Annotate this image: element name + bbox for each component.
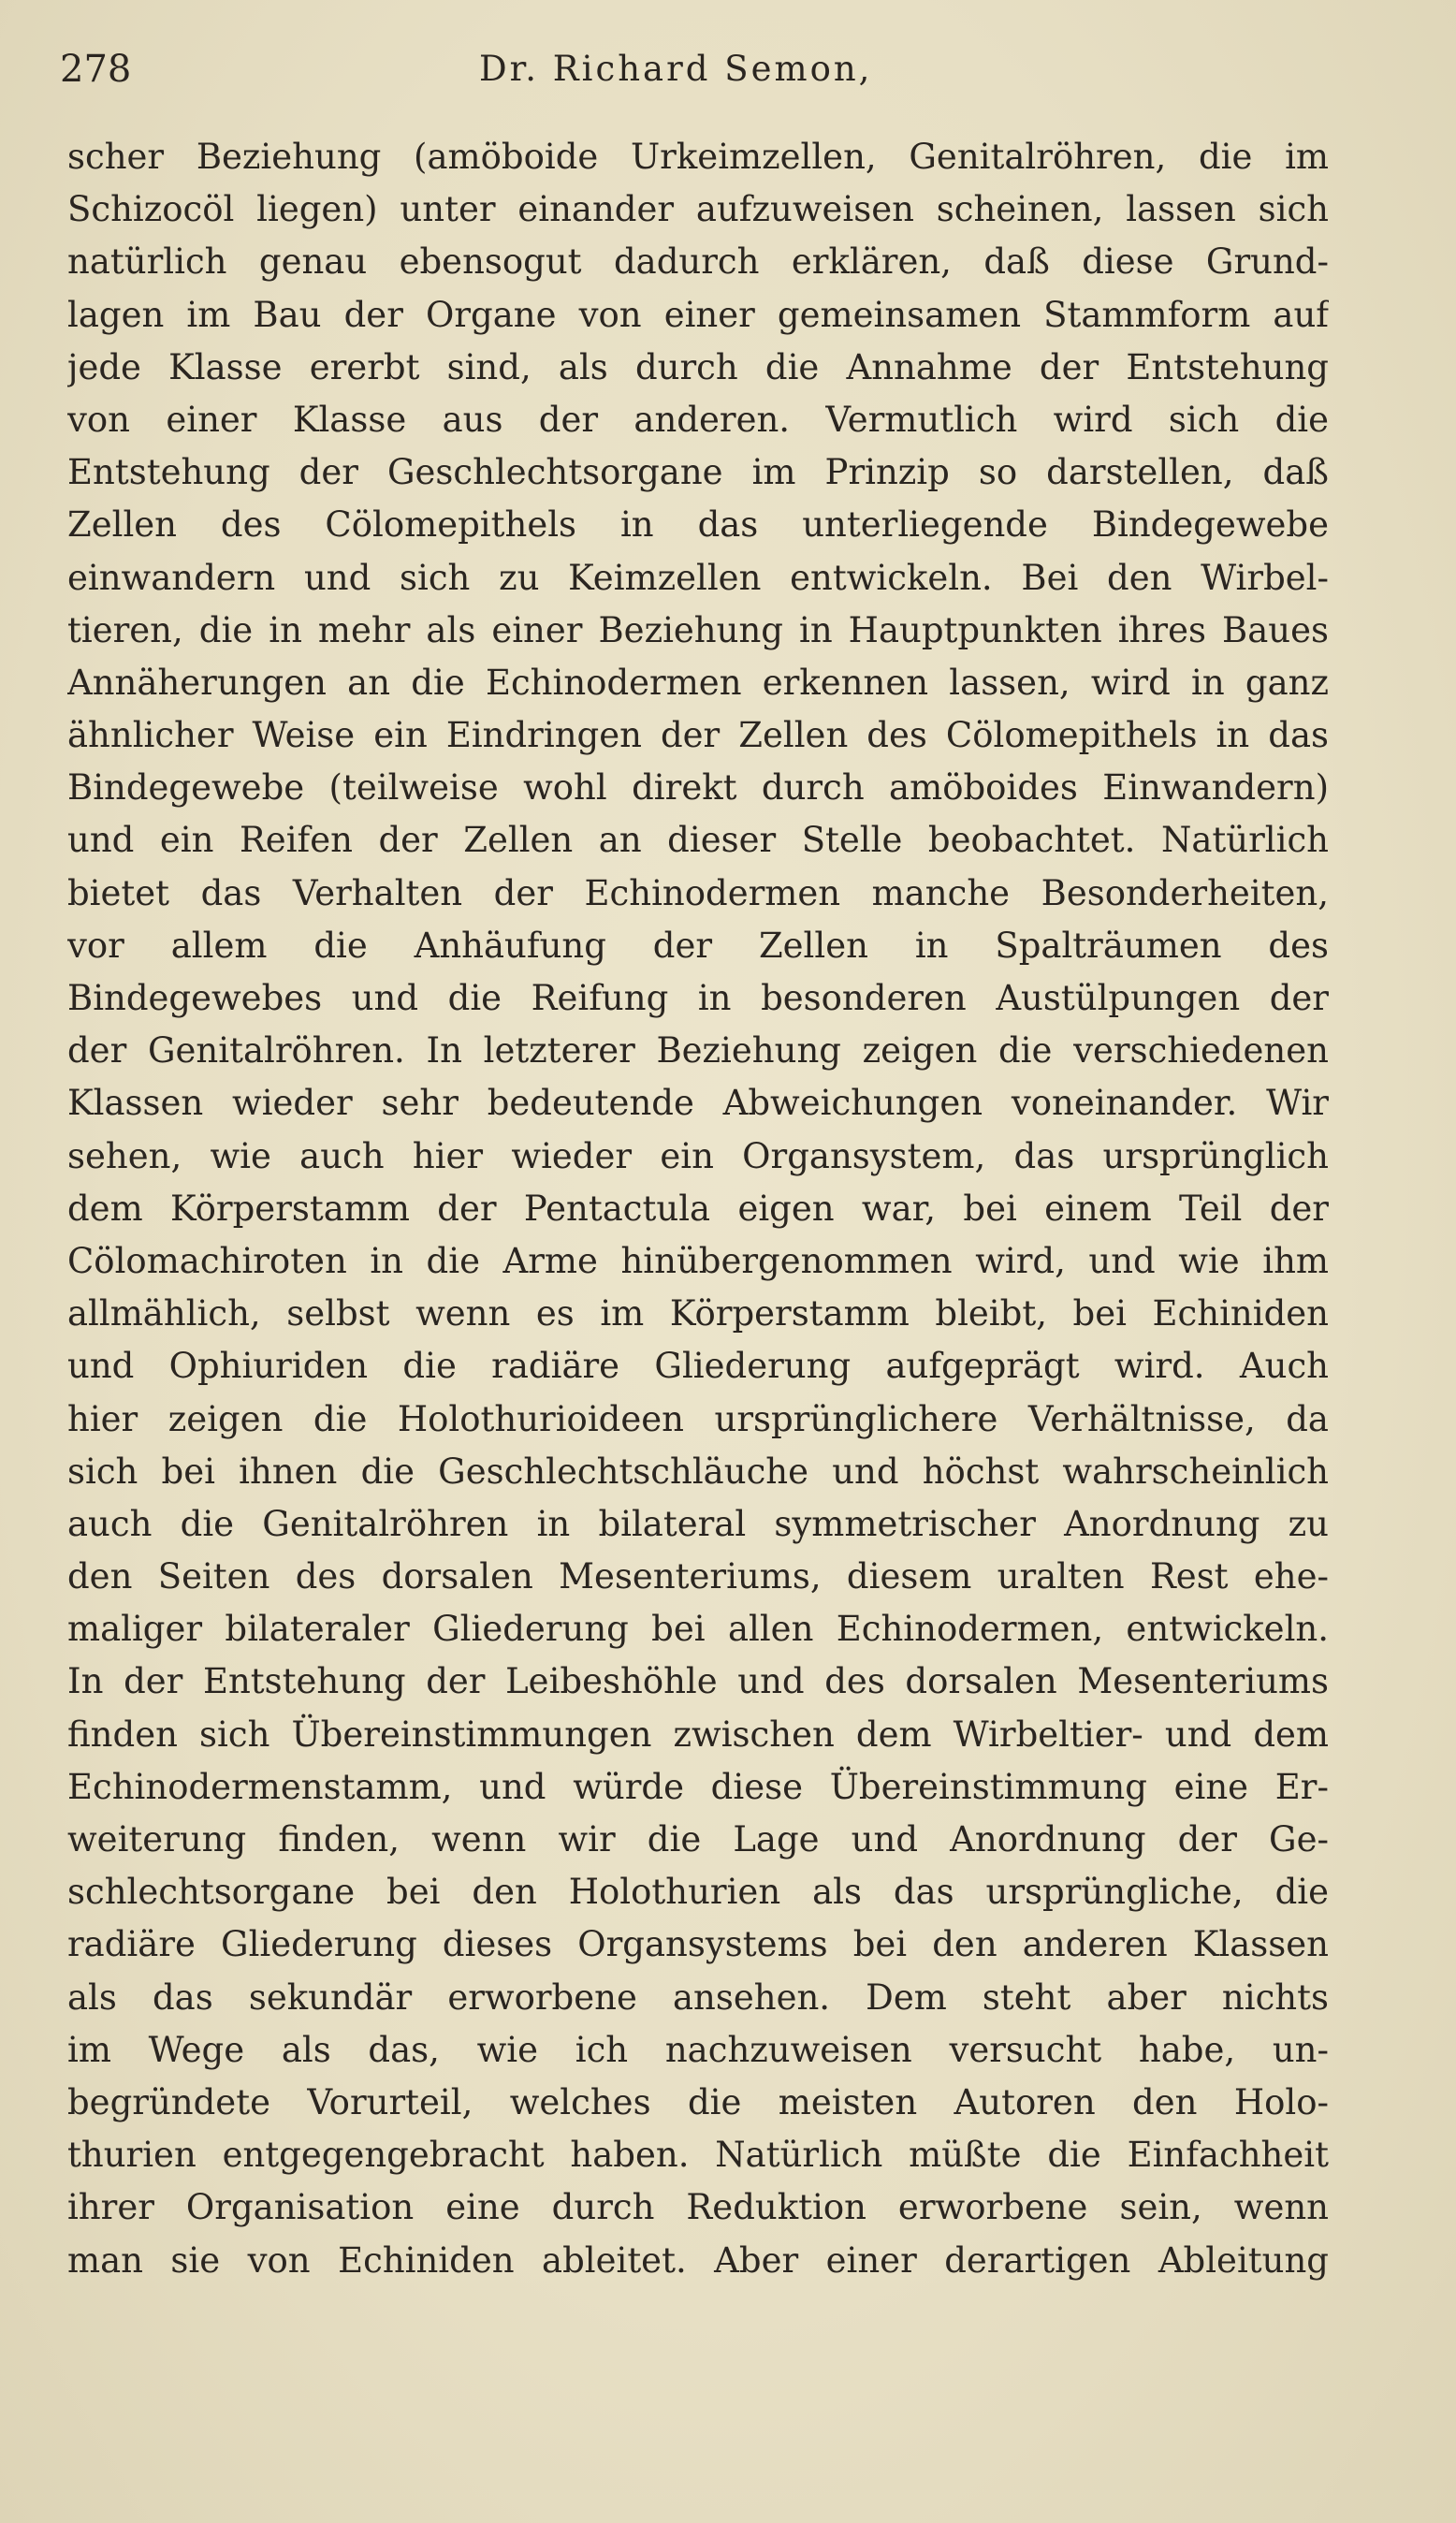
text-line: man sie von Echiniden ableitet. Aber einer derartigen Ableitung [67,2239,1329,2281]
text-line: als das sekundär erworbene ansehen. Dem steht aber nichts [67,1976,1329,2018]
text-line: schlechtsorgane bei den Holothurien als das ursprüngliche, die [67,1872,1329,1913]
page-number: 278 [60,48,132,91]
text-line: weiterung finden, wenn wir die Lage und Anordnung der Ge- [67,1819,1329,1859]
text-line: den Seiten des dorsalen Mesenteriums, diesem uralten Rest ehe- [67,1556,1329,1597]
text-line: Bindegewebes und die Reifung in besonderen Austülpungen der [67,978,1329,1018]
text-line: scher Beziehung (amöboide Urkeimzellen, Genitalröhren, die im [67,137,1329,177]
text-line: natürlich genau ebensogut dadurch erklären, daß diese Grund- [67,241,1329,283]
text-line: tieren, die in mehr als einer Beziehung in Hauptpunkten ihres Baues [67,609,1329,650]
body-text [67,131,1329,2287]
running-title: Dr. Richard Semon, [479,49,873,89]
text-line: Entstehung der Geschlechtsorgane im Prinzip so darstellen, daß [67,452,1329,493]
text-line: im Wege als das, wie ich nachzuweisen versucht habe, un- [67,2029,1329,2070]
text-line: Bindegewebe (teilweise wohl direkt durch amöboides Einwandern) [67,767,1329,809]
text-line: maliger bilateraler Gliederung bei allen Echinodermen, entwickeln. [67,1609,1329,1650]
text-line: sich bei ihnen die Geschlechtschläuche und höchst wahrscheinlich [67,1451,1329,1492]
text-line: hier zeigen die Holothurioideen ursprünglichere Verhältnisse, da [67,1398,1329,1439]
text-line: sehen, wie auch hier wieder ein Organsystem, das ursprünglich [67,1135,1329,1176]
text-line: radiäre Gliederung dieses Organsystems bei den anderen Klassen [67,1924,1329,1965]
text-line: auch die Genitalröhren in bilateral symmetrischer Anordnung zu [67,1503,1329,1544]
text-line: Echinodermenstamm, und würde diese Übereinstimmung eine Er- [67,1766,1329,1807]
text-line: bietet das Verhalten der Echinodermen manche Besonderheiten, [67,872,1329,913]
text-line: thurien entgegengebracht haben. Natürlich müßte die Einfachheit [67,2135,1329,2176]
text-line: lagen im Bau der Organe von einer gemeinsamen Stammform auf [67,294,1329,335]
text-line: von einer Klasse aus der anderen. Vermutlich wird sich die [67,399,1329,440]
text-line: In der Entstehung der Leibeshöhle und des dorsalen Mesenteriums [67,1661,1329,1702]
text-line: ähnlicher Weise ein Eindringen der Zellen des Cölomepithels in das [67,715,1329,756]
text-line: finden sich Übereinstimmungen zwischen dem Wirbeltier- und dem [67,1714,1329,1755]
text-line: Klassen wieder sehr bedeutende Abweichungen voneinander. Wir [67,1083,1329,1124]
text-line: ihrer Organisation eine durch Reduktion erworbene sein, wenn [67,2187,1329,2228]
text-line: und Ophiuriden die radiäre Gliederung aufgeprägt wird. Auch [67,1346,1329,1387]
text-line: der Genitalröhren. In letzterer Beziehung zeigen die verschiedenen [67,1030,1329,1072]
text-line: Schizocöl liegen) unter einander aufzuweisen scheinen, lassen sich [67,189,1329,230]
text-line: und ein Reifen der Zellen an dieser Stelle beobachtet. Natürlich [67,820,1329,861]
text-line: Zellen des Cölomepithels in das unterliegende Bindegewebe [67,504,1329,546]
text-line: jede Klasse ererbt sind, als durch die Annahme der Entstehung [67,346,1329,387]
text-line: allmählich, selbst wenn es im Körperstamm bleibt, bei Echiniden [67,1293,1329,1334]
text-line: Cölomachiroten in die Arme hinübergenommen wird, und wie ihm [67,1240,1329,1281]
running-head [60,39,1336,99]
text-line: dem Körperstamm der Pentactula eigen war, bei einem Teil der [67,1188,1329,1229]
text-line: vor allem die Anhäufung der Zellen in Spalträumen des [67,925,1329,966]
text-line: begründete Vorurteil, welches die meisten Autoren den Holo- [67,2081,1329,2122]
text-line: Annäherungen an die Echinodermen erkennen lassen, wird in ganz [67,662,1329,703]
text-line: einwandern und sich zu Keimzellen entwickeln. Bei den Wirbel- [67,557,1329,598]
